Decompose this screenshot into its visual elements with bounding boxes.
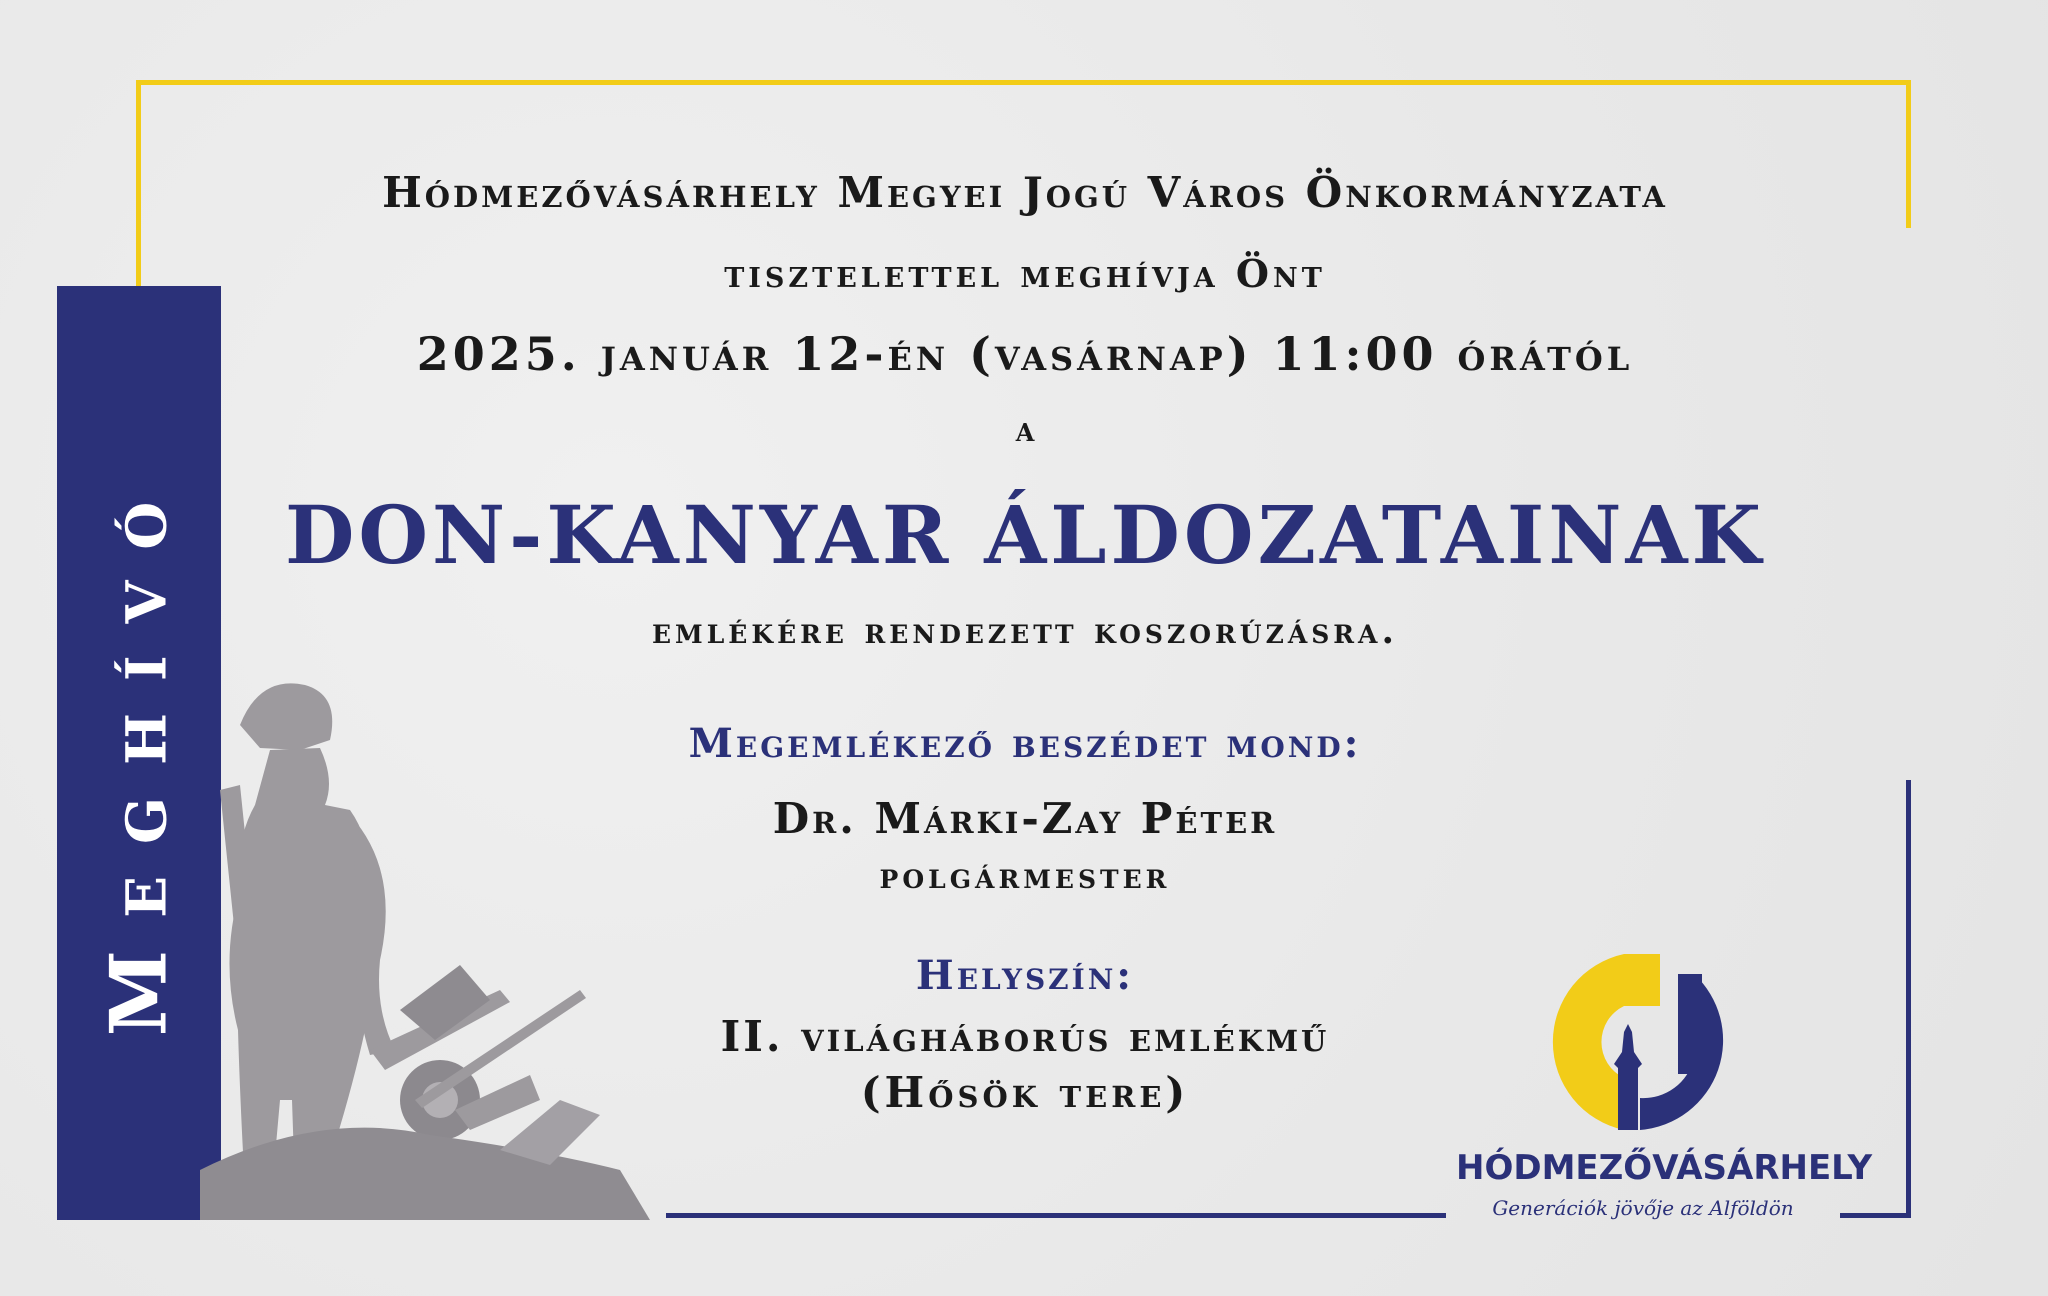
soldier-monument-image bbox=[200, 630, 650, 1220]
side-title: Meghívó bbox=[93, 469, 185, 1037]
event-title: DON-KANYAR ÁLDOZATAINAK bbox=[284, 488, 1766, 582]
city-logo-icon bbox=[1544, 948, 1736, 1136]
frame-right-border-bottom bbox=[1906, 780, 1911, 1218]
organizer-line: Hódmezővásárhely Megyei Jogú Város Önkormányzata bbox=[382, 168, 1668, 217]
article-line: a bbox=[1015, 410, 1035, 450]
frame-left-border bbox=[136, 80, 141, 288]
frame-right-border-top bbox=[1906, 80, 1911, 228]
logo-name: HÓDMEZŐVÁSÁRHELY bbox=[1456, 1148, 1873, 1188]
frame-bottom-border-end bbox=[1840, 1213, 1911, 1218]
venue-line-1: II. világháborús emlékmű bbox=[720, 1012, 1330, 1061]
speech-label: Megemlékező beszédet mond: bbox=[688, 720, 1362, 767]
frame-top-border bbox=[136, 80, 1910, 85]
speaker-role: polgármester bbox=[879, 855, 1171, 897]
invites-line: tisztelettel meghívja Önt bbox=[724, 251, 1326, 296]
event-subtitle: emlékére rendezett koszorúzásra. bbox=[652, 610, 1398, 652]
speaker-name: Dr. Márki-Zay Péter bbox=[772, 794, 1278, 843]
datetime-line: 2025. január 12-én (vasárnap) 11:00 órától bbox=[416, 327, 1634, 381]
venue-label: Helyszín: bbox=[915, 952, 1135, 999]
frame-bottom-border bbox=[666, 1213, 1446, 1218]
logo-tagline: Generációk jövője az Alföldön bbox=[1492, 1196, 1794, 1220]
venue-line-2: (Hősök tere) bbox=[860, 1068, 1190, 1117]
